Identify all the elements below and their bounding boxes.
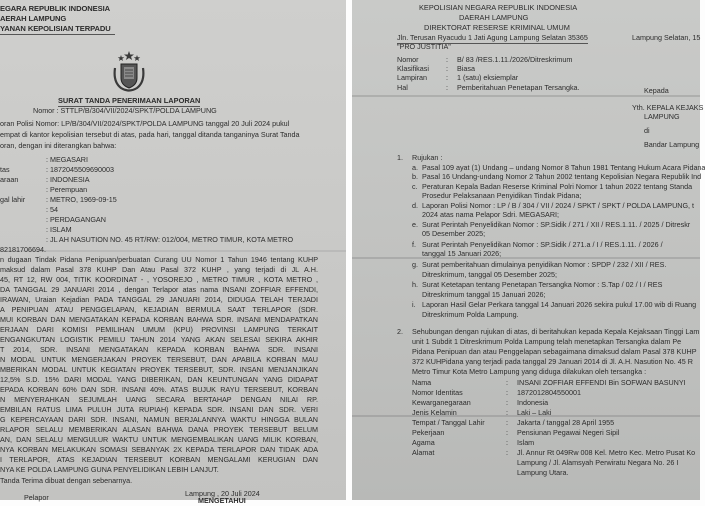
recipient-name-cont: LAMPUNG: [644, 112, 680, 121]
paragraph-line: 372 KUHPidana yang terjadi pada tanggal 29 Januari 2014 di Jl. A.H. Nasution No. 45 R: [412, 357, 693, 366]
body-line: 12,5% S.D. 15% DARI MODAL YANG DIBERIKAN, DAN KEUNTUNGAN YANG DIDAPAT: [0, 375, 318, 384]
list-item: Laporan Polisi Nomor : LP / B / 304 / VII / 2024 / SPKT / SPKT / POLDA LAMPUNG, t: [422, 201, 695, 210]
document-title: SURAT TANDA PENERIMAAN LAPORAN: [58, 96, 201, 105]
suspect-field-value: INSANI ZOFFIAR EFFENDI Bin SOFWAN BASUNYI: [517, 378, 686, 387]
section-1-number: 1.: [397, 153, 403, 162]
body-line: EPADA KORBAN 60% DAN SDR. INSANI 40%. ATAS BUJUK RAYU TERSEBUT, KORBAN: [0, 385, 318, 394]
body-line: ENGANGKUTAN LOGISTIK PEMILU TAHUN 2014 YANG AKAN SELESAI SEKIRA AKHIR: [0, 335, 318, 344]
list-item: 2024 atas nama Pelapor Sdri. MEGASARI;: [422, 210, 560, 219]
field-value: : PERDAGANGAN: [46, 215, 106, 224]
header-line-2: AERAH LAMPUNG: [0, 14, 67, 23]
body-line: I TERLAPOR, ATAS KEJADIAN TERSEBUT KORBAN MENGALAMI KERUGIAN DAN: [0, 455, 318, 464]
suspect-field-label: Kewarganegaraan: [412, 398, 471, 407]
suspect-field-label: Alamat: [412, 448, 435, 457]
field-value: : ISLAM: [46, 225, 72, 234]
meta-colon: :: [446, 83, 448, 92]
suspect-address-cont: Lampung / Jl. Alamsyah Perwiratu Negara No. 26 I: [517, 458, 679, 467]
list-key: e.: [412, 220, 418, 229]
body-line: N MODAL UNTUK MENGERJAKAN PROYEK TERSEBUT, DAN APABILA KORBAN MAU: [0, 355, 318, 364]
list-item: Ditreskrimum tanggal 15 Januari 2026;: [422, 290, 546, 299]
list-item: Laporan Hasil Gelar Perkara tanggal 14 Januari 2026 sekira pukul 17.00 wib di Ruang: [422, 300, 697, 309]
recipient-city: Bandar Lampung: [644, 140, 700, 149]
field-value: : 1872045509690003: [46, 165, 114, 174]
body-line: ERJAAN DARI KOMISI PEMILIHAN UMUM (KPU) PROVINSI LAMPUNG TERKAIT: [0, 325, 318, 334]
field-value: : JL AH NASUTION NO. 45 RT/RW: 012/004, METRO TIMUR, KOTA METRO: [46, 235, 294, 244]
body-line: NYA KORBAN MELAKUKAN SOMASI SEBANYAK 2X KEPADA TERLAPOR DAN TIDAK ADA: [0, 445, 318, 454]
list-key: i.: [412, 300, 416, 309]
body-line: T 2014, SDR. INSANI MENGATAKAN KEPADA KORBAN BAHWA SDR. INSANI: [0, 345, 318, 354]
paragraph-line: unit 1 Subdit 1 Ditreskrimum Polda Lampung telah menetapkan Tersangka dalam Pe: [412, 337, 682, 346]
office-address: Jln. Terusan Ryacudu 1 Jati Agung Lampung Selatan 35365: [397, 33, 588, 42]
suspect-notification-letter: [352, 0, 705, 500]
meta-value: Biasa: [457, 64, 475, 73]
list-item: Peraturan Kepala Badan Reserse Kriminal Polri Nomor 1 tahun 2022 tentang Standa: [422, 182, 693, 191]
field-value: : MEGASARI: [46, 155, 88, 164]
suspect-field-value: Indonesia: [517, 398, 549, 407]
body-line: DA TANGGAL 29 JANUARI 2014 , dengan Terlapor atas nama INSANI ZOFFIAR EFFENDI,: [0, 285, 318, 294]
header-line-3: YANAN KEPOLISIAN TERPADU: [0, 24, 115, 35]
suspect-field-value: Islam: [517, 438, 535, 447]
suspect-field-value: Pensiunan Pegawai Negeri Sipil: [517, 428, 620, 437]
meta-value: 1 (satu) eksiemplar: [457, 73, 519, 82]
suspect-field-label: Pekerjaan: [412, 428, 445, 437]
phone-number: 82181706694.: [0, 245, 46, 254]
field-label: gal lahir: [0, 195, 26, 204]
list-item: tanggal 15 Januari 2026;: [422, 249, 502, 258]
suspect-field-label: Tempat / Tanggal Lahir: [412, 418, 485, 427]
header-line-1: KEPOLISIAN NEGARA REPUBLIK INDONESIA: [419, 3, 578, 12]
police-report-receipt-document: [0, 0, 346, 505]
closing-statement: Tanda Terima dibuat dengan sebenarnya.: [0, 476, 133, 485]
header-line-3: DIREKTORAT RESERSE KRIMINAL UMUM: [424, 23, 570, 32]
list-key: d.: [412, 201, 418, 210]
header-line-2: DAERAH LAMPUNG: [459, 13, 529, 22]
list-item: Pasal 16 Undang-undang Nomor 2 Tahun 2002 tentang Kepolisian Negara Republik Ind: [422, 172, 702, 181]
place-date: Lampung Selatan, 15: [632, 33, 701, 42]
meta-label: Lampiran: [397, 73, 427, 82]
meta-label: Klasifikasi: [397, 64, 429, 73]
colon: :: [506, 438, 508, 447]
suspect-field-value: 1872012804550001: [517, 388, 581, 397]
field-value: : INDONESIA: [46, 175, 90, 184]
suspect-field-value: Jl. Annur Rt 049Rw 008 Kel. Metro Kec. Metro Pusat Ko: [517, 448, 696, 457]
colon: :: [506, 408, 508, 417]
recipient-di: di: [644, 126, 650, 135]
suspect-field-value: Jakarta / tanggal 28 April 1955: [517, 418, 615, 427]
suspect-field-label: Nomor Identitas: [412, 388, 463, 397]
list-item: Surat Ketetapan tentang Penetapan Tersangka Nomor : S.Tap / 02 / I / RES: [422, 280, 663, 289]
paragraph-line: Pidana Penipuan dan atau Penggelapan sebagaimana dimaksud dalam Pasal 378 KUHP: [412, 347, 697, 356]
body-line: 45, RT 12, RW 004, TITIK KOORDINAT - , YOSOREJO , METRO TIMUR , KOTA METRO ,: [0, 275, 318, 284]
list-key: a.: [412, 163, 418, 172]
colon: :: [506, 398, 508, 407]
list-key: b.: [412, 172, 418, 181]
header-line-1: EGARA REPUBLIK INDONESIA: [0, 4, 110, 13]
body-line: maksud dalam Pasal 378 KUHP Dan Atau Pasal 372 KUHP , yang terjadi di JL A.H.: [0, 265, 318, 274]
colon: :: [506, 448, 508, 457]
list-key: h.: [412, 280, 418, 289]
body-line: MUI KORBAN DAN MENGATAKAN KEPADA KORBAN BAHWA SDR. INSANI MENDAPATKAN: [0, 315, 318, 324]
field-value: : METRO, 1969-09-15: [46, 195, 117, 204]
field-label: tas: [0, 165, 10, 174]
recipient-kepada: Kepada: [644, 86, 669, 95]
list-item: Surat Perintah Penyelidikan Nomor : SP.Sidik / 271 / XII / RES.1.11. / 2025 / Ditreskr: [422, 220, 691, 229]
body-line: n dugaan Tindak Pidana Penipuan/perbuatan Curang UU Nomor 1 Tahun 1946 tentang KUHP: [0, 255, 318, 264]
list-key: g.: [412, 260, 418, 269]
colon: :: [506, 378, 508, 387]
list-item: Prosedur Pelaksanaan Penyidikan Tindak Pidana;: [422, 191, 582, 200]
meta-colon: :: [446, 64, 448, 73]
place-date: Lampung , 20 Juli 2024: [185, 489, 260, 498]
reporter-label: Pelapor: [24, 493, 49, 502]
suspect-address-cont: Lampung Utara.: [517, 468, 569, 477]
meta-label: Hal: [397, 83, 408, 92]
body-line: RLAPOR SELALU MEMBERIKAN ALASAN BAHWA DANA PROYEK TERSEBUT BELUM: [0, 425, 318, 434]
meta-colon: :: [446, 73, 448, 82]
body-line: MBERIKAN MODAL UNTUK KEGIATAN PROYEK TERSEBUT, SDR. INSANI MENJANJIKAN: [0, 365, 318, 374]
body-line: A PENIPUAN ATAU PENGGELAPAN, KEJADIAN BERMULA SAAT TERLAPOR (SDR.: [0, 305, 318, 314]
list-key: c.: [412, 182, 418, 191]
list-item: Surat Perintah Penyelidikan Nomor : SP.Sidik / 271.a / I / RES.1.11. / 2026 /: [422, 240, 663, 249]
body-line: NYA KE POLDA LAMPUNG GUNA PENYELIDIKAN LEBIH LANJUT.: [0, 465, 219, 474]
suspect-field-value: Laki – Laki: [517, 408, 552, 417]
intro-line: oran Polisi Nomor: LP/B/304/VII/2024/SPKT/POLDA LAMPUNG tanggal 20 Juli 2024 pukul: [0, 119, 290, 128]
section-2-number: 2.: [397, 327, 403, 336]
list-item: Ditreskrimum, tanggal 05 Desember 2025;: [422, 270, 558, 279]
list-item: Surat pemberitahuan dimulainya penyidikan Nomor : SPDP / 232 / XII / RES.: [422, 260, 667, 269]
list-item: Ditreskrimum Polda Lampung.: [422, 310, 519, 319]
field-value: : 54: [46, 205, 58, 214]
paragraph-line: Metro Timur Kota Metro Lampung yang diduga dilakukan oleh tersangka :: [412, 367, 647, 376]
body-line: IRAWAN, Uraian Kejadian PADA TANGGAL 29 JANUARI 2014, DIDUGA TELAH TERJADI: [0, 295, 318, 304]
list-item: Pasal 109 ayat (1) Undang – undang Nomor 8 Tahun 1981 Tentang Hukum Acara Pidana: [422, 163, 705, 172]
police-crest-icon: [107, 50, 151, 94]
acknowledged-label: MENGETAHUI: [198, 496, 246, 505]
intro-line: empat di kantor kepolisian tersebut di atas, pada hari, tanggal ditanda tanganinya Surat Tanda: [0, 130, 300, 139]
suspect-field-label: Nama: [412, 378, 432, 387]
section-1-title: Rujukan :: [412, 153, 443, 162]
body-line: G KEPERCAYAAN DARI SDR. INSANI, NAMUN BERJALANNYA WAKTU HINGGA BULAN: [0, 415, 318, 424]
intro-line: oran, dengan ini diterangkan bahwa:: [0, 141, 117, 150]
body-line: EMBILAN RATUS LIMA PULUH JUTA RUPIAH) KEPADA SDR. INSANI DAN SDR. VERI: [0, 405, 318, 414]
colon: :: [506, 418, 508, 427]
suspect-field-label: Jenis Kelamin: [412, 408, 457, 417]
meta-value: B/ 83 /RES.1.11./2026/Ditreskrimum: [457, 55, 573, 64]
body-line: AN, DAN SELALU MENGULUR WAKTU UNTUK MENGEMBALIKAN UANG MILIK KORBAN,: [0, 435, 318, 444]
list-key: f.: [412, 240, 416, 249]
meta-label: Nomor: [397, 55, 419, 64]
paragraph-line: Sehubungan dengan rujukan di atas, di beritahukan kepada Kepala Kejaksaan Tinggi Lam: [412, 327, 700, 336]
field-label: araan: [0, 175, 19, 184]
pro-justitia: "PRO JUSTITIA": [397, 42, 451, 51]
recipient-name: Yth. KEPALA KEJAKS: [632, 103, 704, 112]
colon: :: [506, 428, 508, 437]
meta-value: Pemberitahuan Penetapan Tersangka.: [457, 83, 580, 92]
document-number: Nomor : STTLP/B/304/VII/2024/SPKT/POLDA LAMPUNG: [33, 106, 217, 115]
suspect-field-label: Agama: [412, 438, 435, 447]
meta-colon: :: [446, 55, 448, 64]
body-line: N MENYERAHKAN SEJUMLAH UANG SECARA BERTAHAP DENGAN NILAI RP.: [0, 395, 318, 404]
colon: :: [506, 388, 508, 397]
list-item: 05 Desember 2025;: [422, 229, 486, 238]
field-value: : Perempuan: [46, 185, 88, 194]
